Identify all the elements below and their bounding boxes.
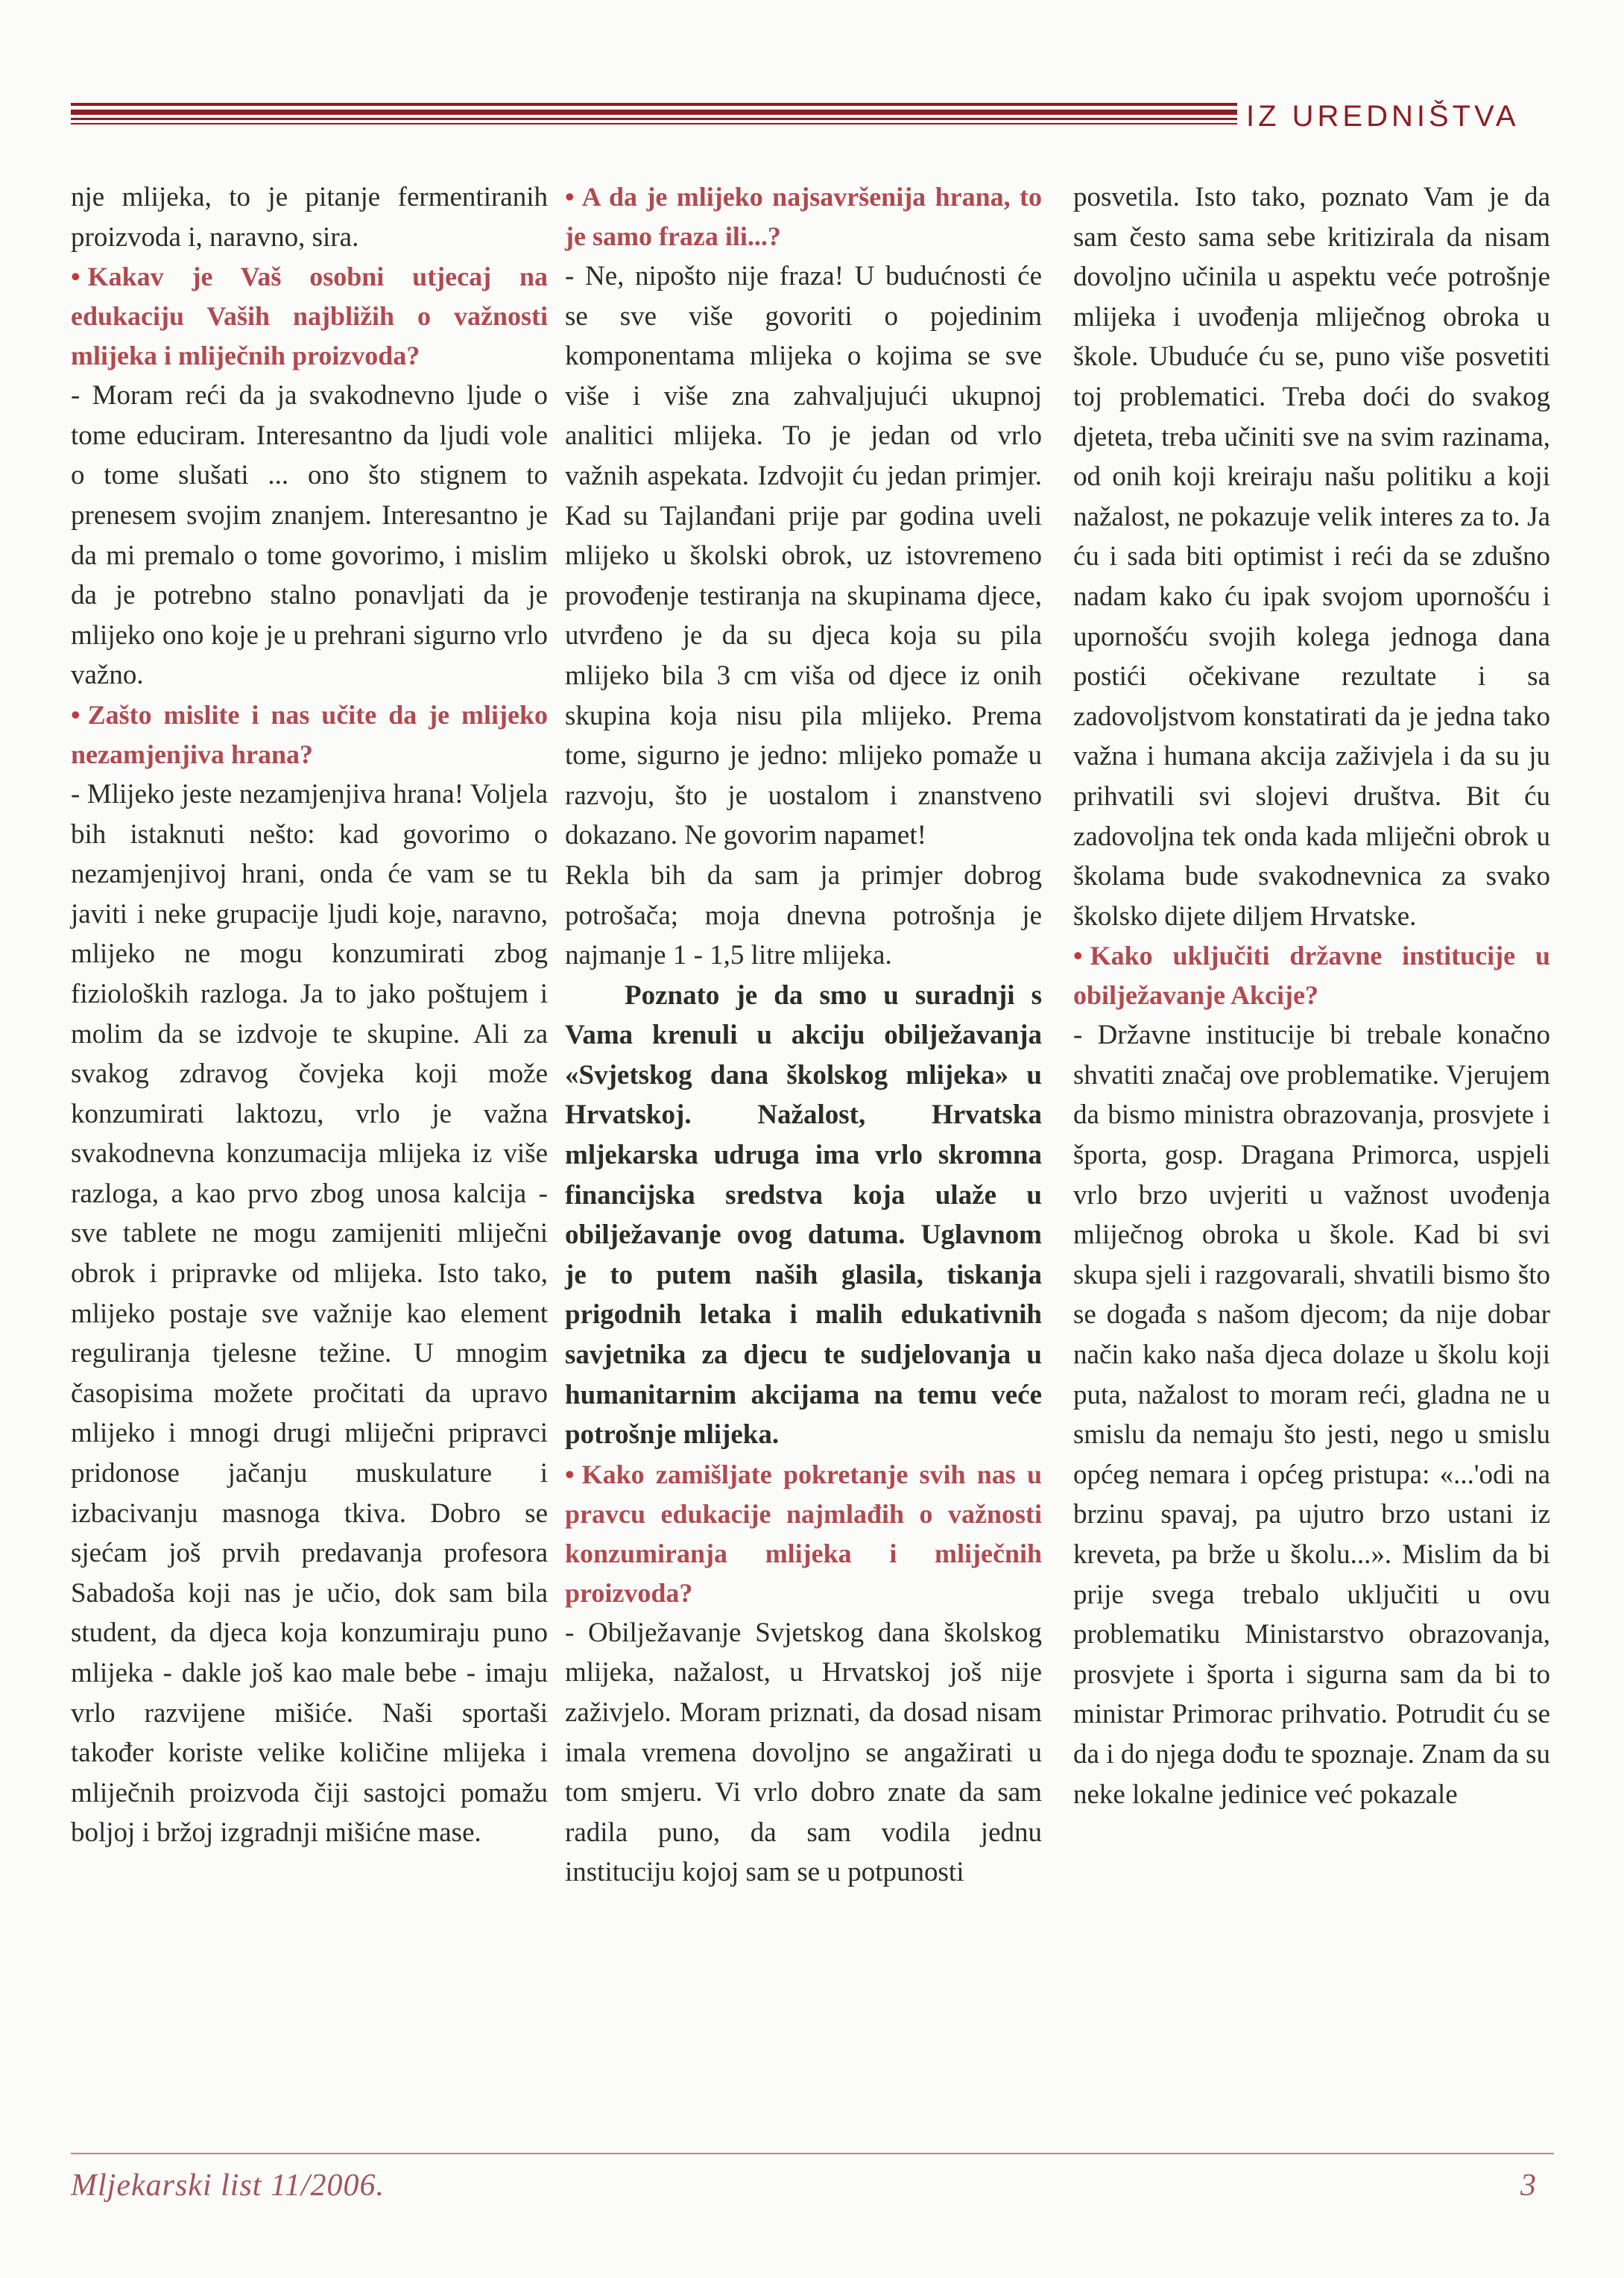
bullet-icon: • [1073,941,1083,971]
paragraph: posvetila. Isto tako, poznato Vam je da sam često sama sebe kritizirala da nisam dovoljno učinila u aspektu veće potrošnje mlijeka i uvođenja mliječnog obroka u škole. Ubuduće ću se, puno više posvetiti toj problematici. Treba doći do svakog djeteta, treba učiniti sve na svim razinama, od onih koji kreiraju našu politiku a koji nažalost, ne pokazuje velik interes za to. Ja ću i sada biti optimist i reći da se zdušno nadam kako ću ipak svojom upornošću i upornošću svojih kolega jednoga dana postići očekivane rezultate i sa zadovoljstvom konstatirati da je jedna tako važna i humana akcija zaživjela i da su ju prihvatili svi slojevi društva. Bit ću zadovoljna tek onda kada mliječni obrok u školama bude svakodnevnica za svako školsko dijete diljem Hrvatske. [1073,182,1550,932]
question-text: Zašto mislite i nas učite da je mlijeko nezamjenjiva hrana? [71,699,548,769]
answer-paragraph: - Moram reći da ja svakodnevno ljude o tome educiram. Interesantno da ljudi vole o tome slušati ... ono što stignem to prenesem svojim znanjem. Interesantno je da mi premalo o tome govorimo, i mislim da je potrebno stalno ponavljati da je mlijeko ono koje je u prehrani sigurno vrlo važno. [71,380,548,691]
question-heading [71,257,548,376]
footer-rule [71,2153,1554,2154]
question-heading [1073,936,1550,1015]
answer-paragraph: Rekla bih da sam ja primjer dobrog potrošača; moja dnevna potrošnja je najmanje 1 - 1,5 litre mlijeka. [565,859,1042,971]
answer-paragraph: - Mlijeko jeste nezamjenjiva hrana! Voljela bih istaknuti nešto: kad govorimo o nezamjenjivoj hrani, onda će vam se tu javiti i neke grupacije ljudi koje, naravno, mlijeko ne mogu konzumirati zbog fizioloških razloga. Ja to jako poštujem i molim da se izdvoje te skupine. Ali za svakog zdravog čovjeka koji može konzumirati laktozu, vrlo je važna svakodnevna konzumacija mlijeka iz više razloga, a kao prvo zbog unosa kalcija - sve tablete ne mogu zamijeniti mliječni obrok i pripravke od mlijeka. Isto tako, mlijeko postaje sve važnije kao element reguliranja tjelesne težine. U mnogim časopisima možete pročitati da upravo mlijeko i mnogi drugi mliječni pripravci pridonose jačanju muskulature i izbacivanju masnoga tkiva. Dobro se sjećam još prvih predavanja profesora Sabadoša koji nas je učio, dok sam bila student, da djeca koja konzumiraju puno mlijeka - dakle još kao male bebe - imaju vrlo razvijene mišiće. Naši sportaši također koriste velike količine mlijeka i mliječnih proizvoda čiji sastojci pomažu boljoj i bržoj izgradnji mišićne mase. [71,778,548,1849]
bullet-icon: • [565,182,575,212]
column-1 [71,177,548,1853]
paragraph: nje mlijeka, to je pitanje fermentiranih proizvoda i, naravno, sira. [71,182,548,253]
bullet-icon: • [71,262,80,292]
interviewer-statement: Poznato je da smo u suradnji s Vama krenuli u akciju obilježavanja «Svjetskog dana školskog mlijeka» u Hrvatskoj. Nažalost, Hrvatska mljekarska udruga ima vrlo skromna financijska sredstva koja ulaže u obilježavanje ovog datuma. Uglavnom je to putem naših glasila, tiskanja prigodnih letaka i malih edukativnih savjetnika za djecu te sudjelovanja u humanitarnim akcijama na temu veće potrošnje mlijeka. [565,979,1042,1451]
journal-name: Mljekarski list 11/2006. [71,2168,385,2203]
question-heading [71,695,548,774]
header-rule [71,123,1237,124]
answer-paragraph: - Obilježavanje Svjetskog dana školskog mlijeka, nažalost, u Hrvatskoj još nije zaživjelo. Moram priznati, da dosad nisam imala vremena dovoljno se angažirati u tom smjeru. Vi vrlo dobro znate da sam radila puno, da sam vodila jednu instituciju kojoj sam se u potpunosti [565,1617,1042,1888]
question-heading [565,177,1042,256]
page-number: 3 [1520,2168,1536,2203]
answer-paragraph: - Ne, nipošto nije fraza! U budućnosti će se sve više govoriti o pojedinim komponentama mlijeka o kojima se sve više i više zna zahvaljujući ukupnoj analitici mlijeka. To je jedan od vrlo važnih aspekata. Izdvojit ću jedan primjer. Kad su Tajlanđani prije par godina uveli mlijeko u školski obrok, uz istovremeno provođenje testiranja na skupinama djece, utvrđeno je da su djeca koja su pila mlijeko bila 3 cm viša od djece iz onih skupina koja nisu pila mlijeko. Prema tome, sigurno je jedno: mlijeko pomaže u razvoju, što je uostalom i znanstveno dokazano. Ne govorim napamet! [565,261,1042,851]
question-text: Kako uključiti državne institucije u obilježavanje Akcije? [1073,941,1550,1011]
header-rule [71,103,1237,106]
bullet-icon: • [71,699,80,730]
bullet-icon: • [565,1459,575,1489]
column-2 [565,177,1042,1893]
question-text: A da je mlijeko najsavršenija hrana, to je samo fraza ili...? [565,182,1042,251]
section-title: IZ UREDNIŠTVA [1246,100,1520,133]
question-text: Kako zamišljate pokretanje svih nas u pravcu edukacije najmlađih o važnosti konzumiranja mlijeka i mliječnih proizvoda? [565,1459,1042,1608]
header-rules [71,100,1237,130]
column-3 [1073,177,1550,1814]
question-heading [565,1455,1042,1613]
question-text: Kakav je Vaš osobni utjecaj na edukaciju Vaših najbližih o važnosti mlijeka i mliječnih proizvoda? [71,262,548,371]
header-rule [71,110,1237,115]
answer-paragraph: - Državne institucije bi trebale konačno shvatiti značaj ove problematike. Vjerujem da bismo ministra obrazovanja, prosvjete i športa, gosp. Dragana Primorca, uspjeli vrlo brzo uvjeriti u važnost uvođenja mliječnog obroka u škole. Kad bi svi skupa sjeli i razgovarali, shvatili bismo što se događa s našom djecom; da nije dobar način kako naša djeca dolaze u školu koji puta, nažalost to moram reći, gladna ne u smislu da nemaju što jesti, nego u smislu općeg nemara i općeg pristupa: «...'odi na brzinu spavaj, pa ujutro brzo ustani iz kreveta, pa brže u školu...». Mislim da bi prije svega trebalo uključiti u ovu problematiku Ministarstvo obrazovanja, prosvjete i športa i sigurna sam da bi to ministar Primorac prihvatio. Potrudit ću se da i do njega dođu te spoznaje. Znam da su neke lokalne jedinice već pokazale [1073,1020,1550,1810]
header-rule [71,118,1237,120]
